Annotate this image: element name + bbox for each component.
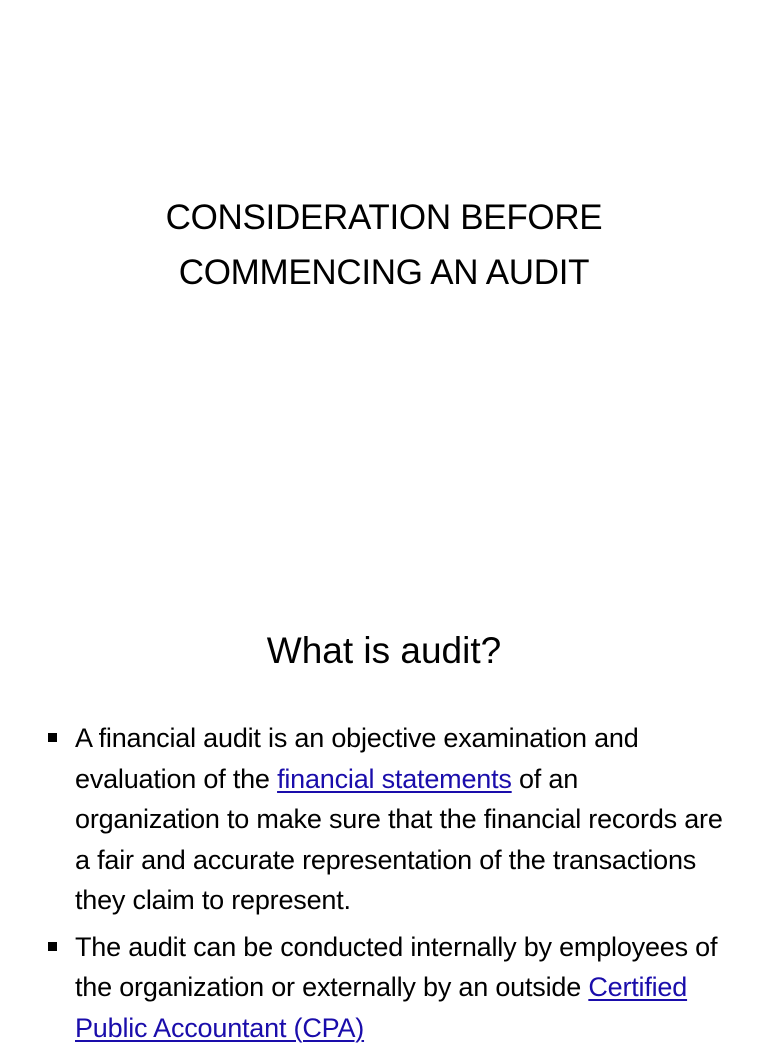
slide-heading: What is audit? bbox=[266, 630, 502, 671]
bullet-list bbox=[46, 718, 726, 1054]
bullet-text-before: A financial audit is an objective examination and evaluation of the bbox=[75, 723, 639, 794]
slide-title-line-1: CONSIDERATION BEFORE bbox=[165, 198, 603, 237]
cpa-link[interactable]: Certified Public Accountant (CPA) bbox=[75, 972, 688, 1043]
financial-statements-link[interactable]: financial statements bbox=[277, 763, 512, 794]
square-bullet-icon bbox=[48, 733, 57, 742]
bullet-item bbox=[46, 718, 726, 921]
slide-title-line-2: COMMENCING AN AUDIT bbox=[178, 253, 590, 292]
slide-title bbox=[0, 190, 768, 300]
bullet-text-before: The audit can be conducted internally by employees of the organization or externally by an outside bbox=[75, 931, 718, 1002]
bullet-text-after: of an organization to make sure that the financial records are a fair and accurate representation of the transactions they claim to represent. bbox=[75, 763, 723, 915]
square-bullet-icon bbox=[48, 942, 57, 951]
bullet-item bbox=[46, 927, 726, 1049]
content-slide bbox=[0, 576, 768, 1043]
